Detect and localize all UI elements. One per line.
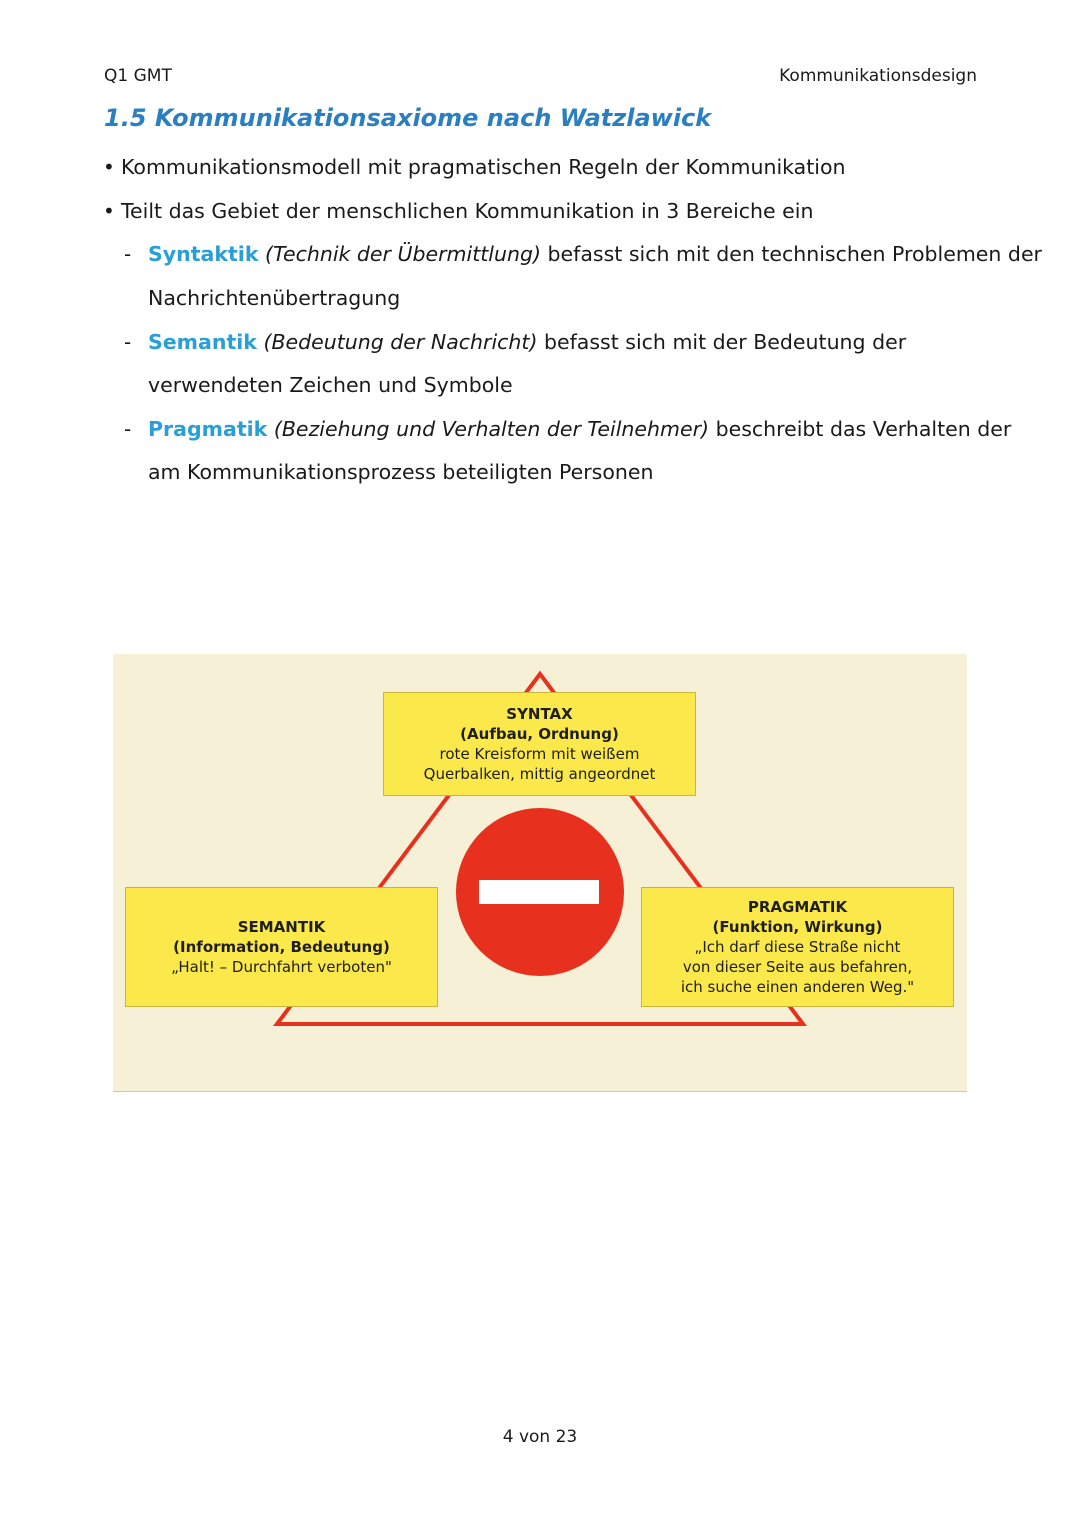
no-entry-bar [479, 880, 599, 904]
semantik-desc: „Halt! – Durchfahrt verboten" [171, 958, 392, 976]
pragmatik-desc-3: ich suche einen anderen Weg." [680, 978, 915, 996]
sub-item-pragmatik [148, 417, 1011, 441]
pragmatik-title: PRAGMATIK [747, 898, 848, 916]
syntax-title: SYNTAX [506, 705, 573, 723]
term-semantik: Semantik [148, 330, 257, 354]
pragmatik-desc-2: von dieser Seite aus befahren, [682, 958, 913, 976]
semantik-subtitle: (Information, Bedeutung) [173, 938, 390, 956]
text-pragmatik: beschreibt das Verhalten der [709, 417, 1012, 441]
syntax-subtitle: (Aufbau, Ordnung) [460, 725, 619, 743]
pragmatik-box [641, 887, 954, 1007]
bullet-text-2: Teilt das Gebiet der menschlichen Kommunikation in 3 Bereiche ein [121, 199, 814, 223]
header-subject: Kommunikationsdesign [779, 66, 977, 86]
bullet-text-1: Kommunikationsmodell mit pragmatischen Regeln der Kommunikation [121, 155, 846, 179]
bullet-icon: • [103, 199, 115, 223]
dash-icon: - [124, 242, 132, 266]
term-syntaktik: Syntaktik [148, 242, 259, 266]
term-pragmatik: Pragmatik [148, 417, 268, 441]
sub-item-syntaktik [148, 242, 1042, 266]
text-syntaktik: befasst sich mit den technischen Problemen der [540, 242, 1042, 266]
dash-icon: - [124, 417, 132, 441]
sub-item-pragmatik-cont: am Kommunikationsprozess beteiligten Personen [148, 460, 654, 484]
sub-item-syntaktik-cont: Nachrichtenübertragung [148, 286, 401, 310]
page-number: 4 von 23 [502, 1427, 578, 1447]
pragmatik-desc-1: „Ich darf diese Straße nicht [694, 938, 901, 956]
semantik-box [125, 887, 438, 1007]
sub-item-semantik-cont: verwendeten Zeichen und Symbole [148, 373, 513, 397]
bullet-icon: • [103, 155, 115, 179]
section-title: 1.5 Kommunikationsaxiome nach Watzlawick [104, 104, 712, 132]
syntax-desc-1: rote Kreisform mit weißem [439, 745, 640, 763]
semantik-title: SEMANTIK [237, 918, 326, 936]
paren-syntaktik: (Technik der Übermittlung) [264, 242, 541, 266]
text-semantik: befasst sich mit der Bedeutung der [537, 330, 907, 354]
semiotic-triangle-diagram [113, 654, 967, 1092]
paren-pragmatik: (Beziehung und Verhalten der Teilnehmer) [273, 417, 710, 441]
header-course: Q1 GMT [104, 66, 172, 86]
dash-icon: - [124, 330, 132, 354]
pragmatik-subtitle: (Funktion, Wirkung) [712, 918, 883, 936]
sub-item-semantik [148, 330, 906, 354]
syntax-desc-2: Querbalken, mittig angeordnet [423, 765, 656, 783]
paren-semantik: (Bedeutung der Nachricht) [263, 330, 538, 354]
syntax-box [383, 692, 696, 796]
